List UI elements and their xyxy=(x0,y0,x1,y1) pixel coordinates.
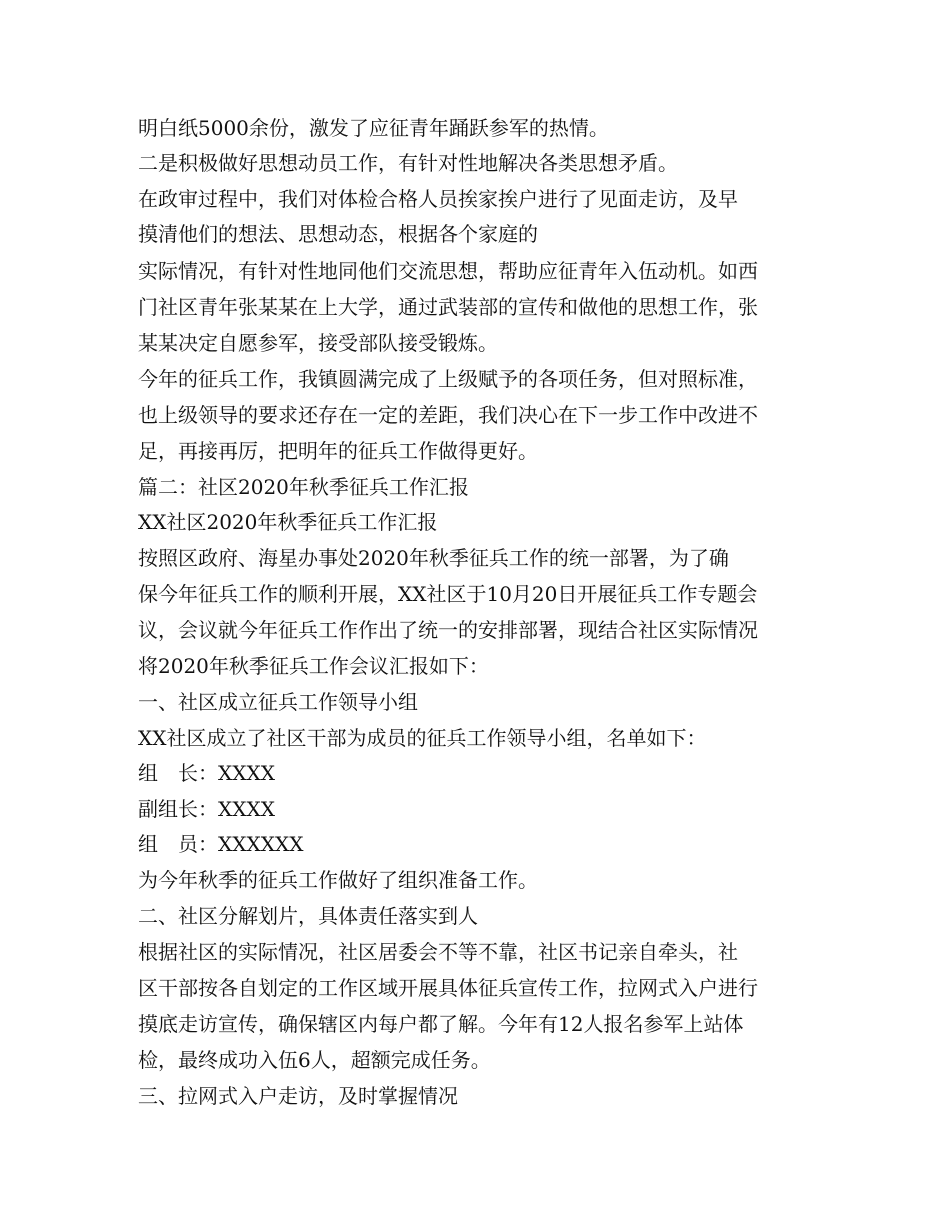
text-line: 摸清他们的想法、思想动态，根据各个家庭的 xyxy=(138,222,538,246)
subsection-heading: 二、社区分解划片，具体责任落实到人 xyxy=(138,904,478,928)
text-line: 在政审过程中，我们对体检合格人员挨家挨户进行了见面走访，及早 xyxy=(138,187,738,211)
text-line: 某某决定自愿参军，接受部队接受锻炼。 xyxy=(138,331,498,355)
roster-deputy: 副组长：XXXX xyxy=(138,797,275,821)
text-line: 区干部按各自划定的工作区域开展具体征兵宣传工作，拉网式入户进行 xyxy=(138,976,758,1000)
text-line: 为今年秋季的征兵工作做好了组织准备工作。 xyxy=(138,868,538,892)
text-line: 保今年征兵工作的顺利开展，XX社区于10月20日开展征兵工作专题会 xyxy=(138,582,758,606)
subsection-heading: 三、拉网式入户走访，及时掌握情况 xyxy=(138,1084,458,1108)
text-line: 按照区政府、海星办事处2020年秋季征兵工作的统一部署，为了确 xyxy=(138,546,729,570)
roster-members: 组 员：XXXXXX xyxy=(138,832,304,856)
text-line: 摸底走访宣传，确保辖区内每户都了解。今年有12人报名参军上站体 xyxy=(138,1012,744,1036)
text-line: 议，会议就今年征兵工作作出了统一的安排部署，现结合社区实际情况 xyxy=(138,618,758,642)
text-line: 今年的征兵工作，我镇圆满完成了上级赋予的各项任务，但对照标准， xyxy=(138,367,758,391)
text-line: 门社区青年张某某在上大学，通过武装部的宣传和做他的思想工作，张 xyxy=(138,295,758,319)
text-line: 二是积极做好思想动员工作，有针对性地解决各类思想矛盾。 xyxy=(138,151,678,175)
subsection-heading: 一、社区成立征兵工作领导小组 xyxy=(138,690,418,714)
text-line: 检，最终成功入伍6人，超额完成任务。 xyxy=(138,1048,491,1072)
text-line: 足，再接再厉，把明年的征兵工作做得更好。 xyxy=(138,439,538,463)
text-line: XX社区成立了社区干部为成员的征兵工作领导小组，名单如下： xyxy=(138,726,707,750)
text-line: 将2020年秋季征兵工作会议汇报如下： xyxy=(138,654,489,678)
roster-leader: 组 长：XXXX xyxy=(138,761,275,785)
text-line: 实际情况，有针对性地同他们交流思想，帮助应征青年入伍动机。如西 xyxy=(138,259,758,283)
text-line: 也上级领导的要求还存在一定的差距，我们决心在下一步工作中改进不 xyxy=(138,403,758,427)
report-title: XX社区2020年秋季征兵工作汇报 xyxy=(138,510,438,534)
text-line: 根据社区的实际情况，社区居委会不等不靠，社区书记亲自牵头，社 xyxy=(138,940,738,964)
text-line: 明白纸5000余份，激发了应征青年踊跃参军的热情。 xyxy=(138,116,609,140)
section-heading: 篇二：社区2020年秋季征兵工作汇报 xyxy=(138,475,469,499)
